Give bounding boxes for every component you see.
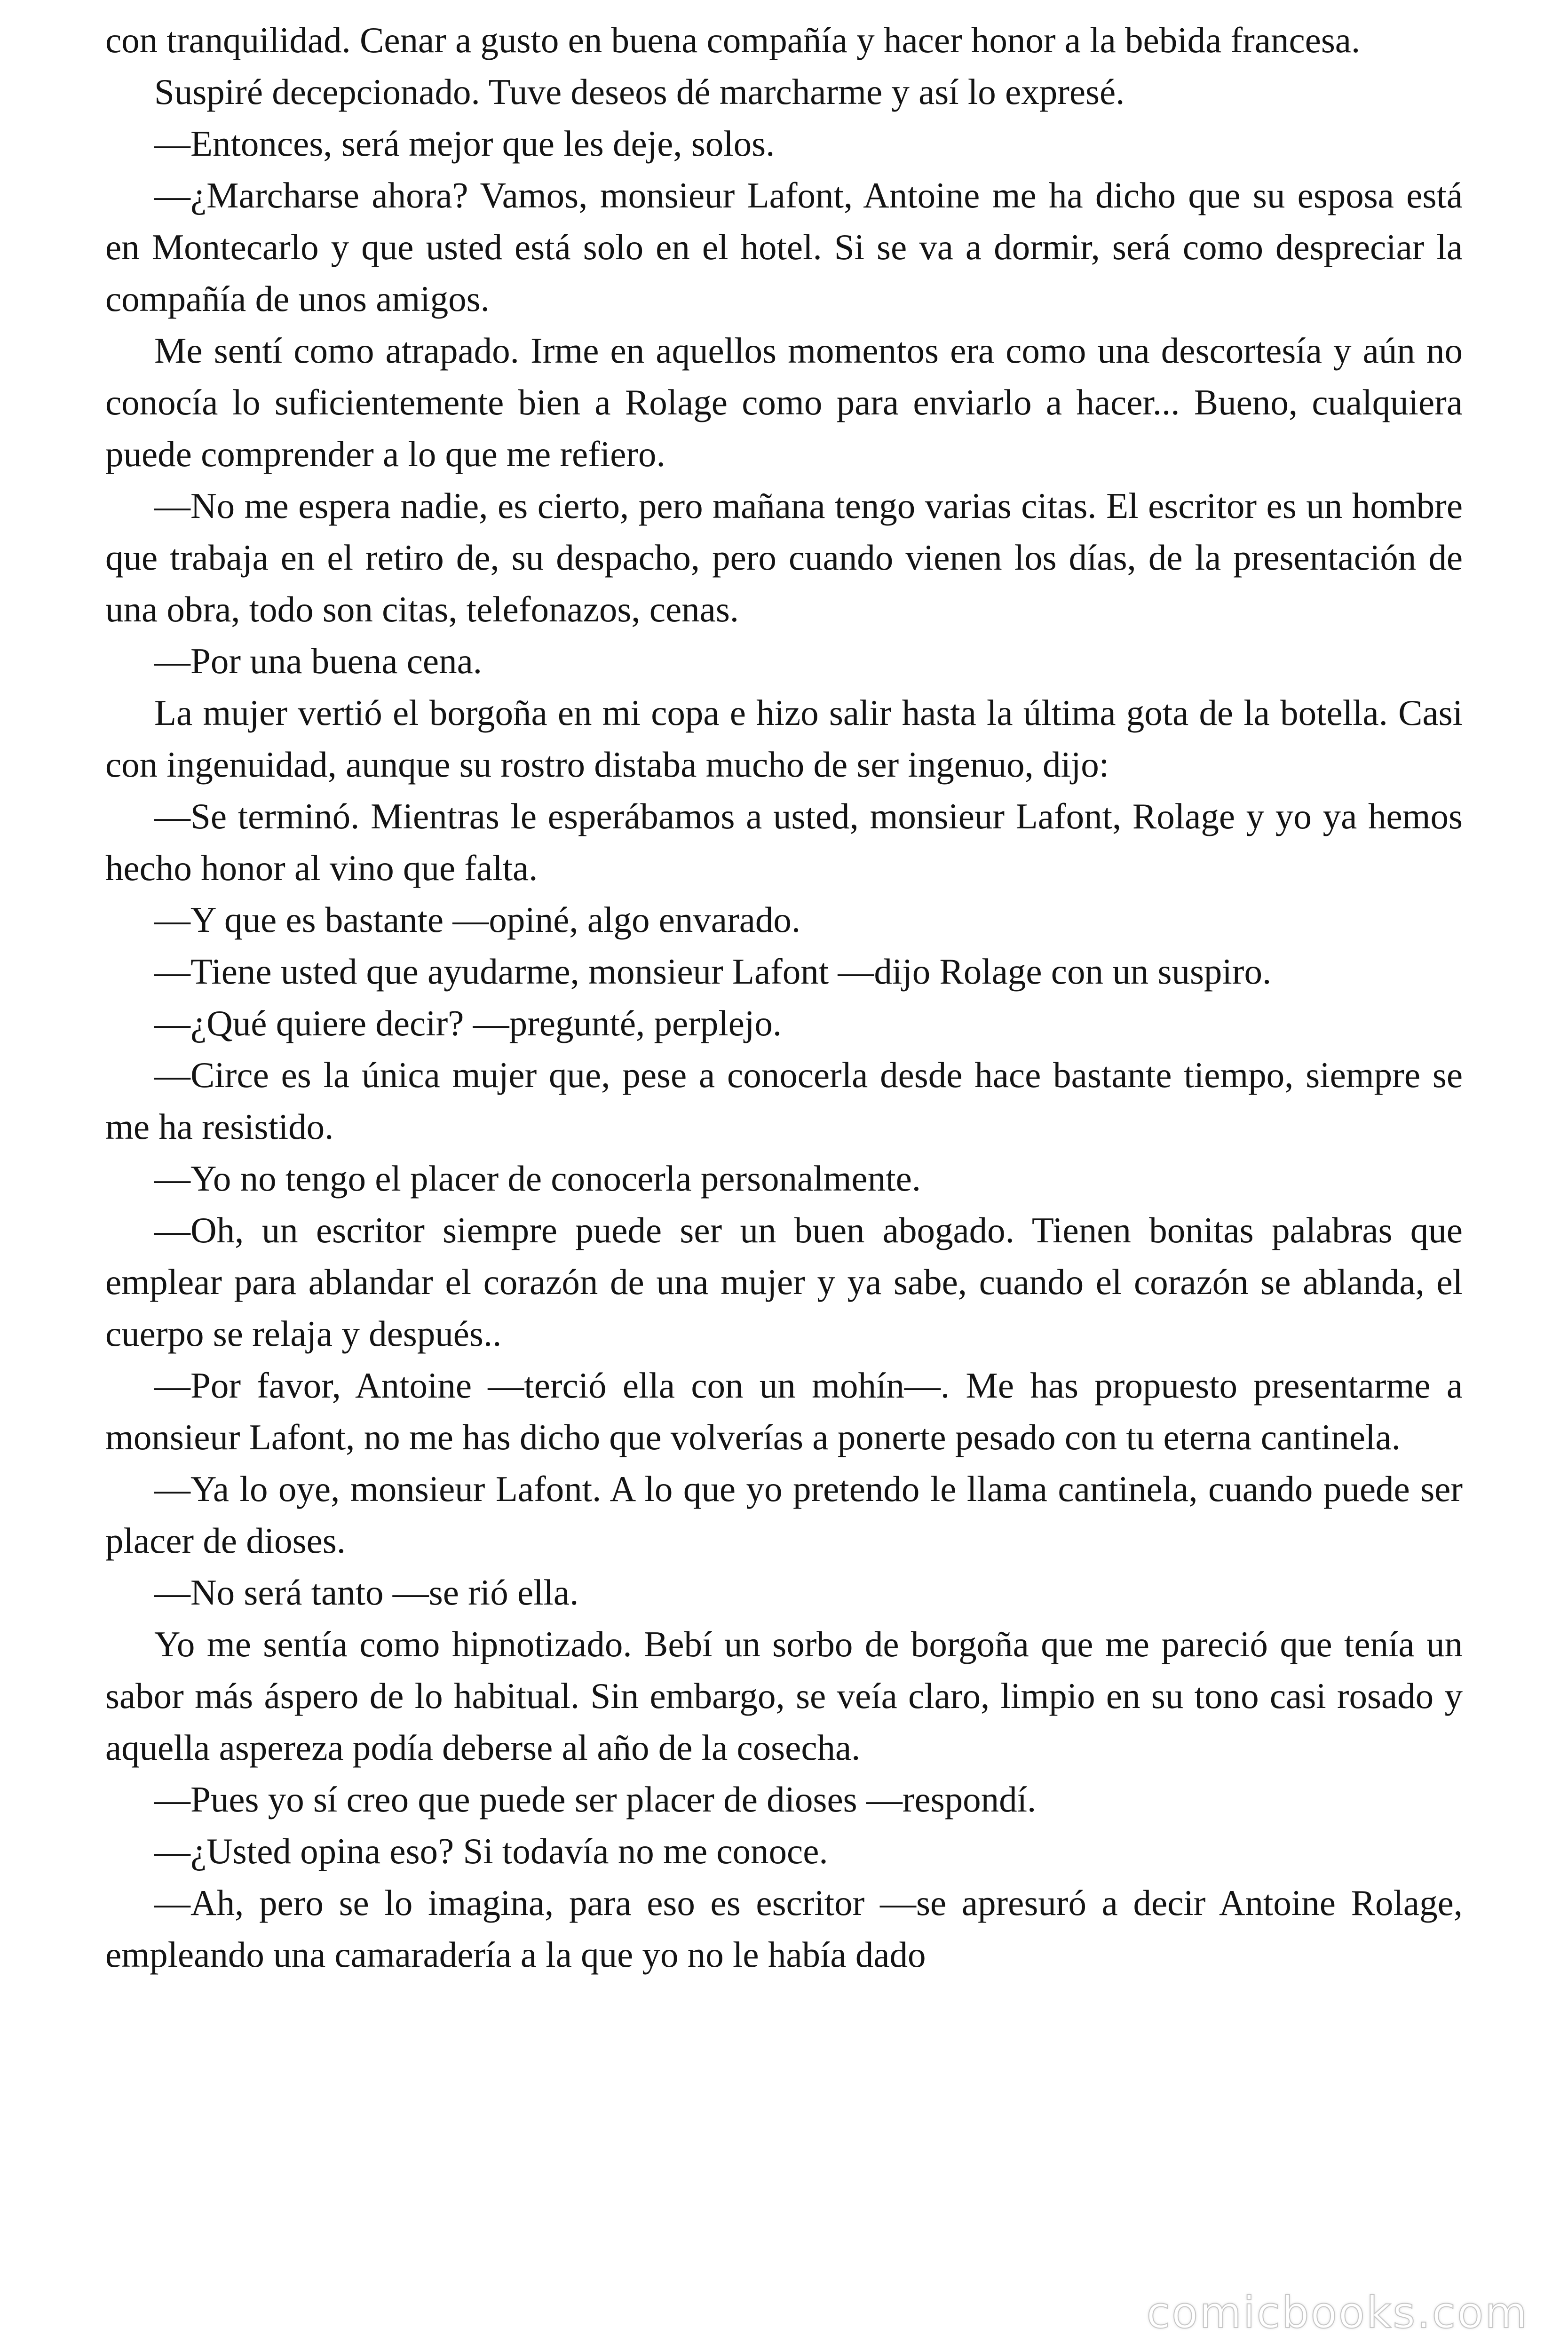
paragraph: —Yo no tengo el placer de conocerla personalmente.	[154, 1158, 921, 1199]
paragraph: con tranquilidad. Cenar a gusto en buena compañía y hacer honor a la bebida francesa.	[105, 20, 1361, 60]
paragraph: —No me espera nadie, es cierto, pero mañana tengo varias citas. El escritor es un hombre que trabaja en el retiro de, su despacho, pero cuando vienen los días, de la presentación de una obra, todo son citas, telefonazos, cenas.	[105, 485, 1463, 629]
paragraph: La mujer vertió el borgoña en mi copa e hizo salir hasta la última gota de la botella. Casi con ingenuidad, aunque su rostro distaba mucho de ser ingenuo, dijo:	[105, 692, 1463, 785]
watermark: comicbooks.com	[1146, 2288, 1528, 2338]
paragraph: —¿Qué quiere decir? —pregunté, perplejo.	[154, 1003, 782, 1043]
paragraph: —Circe es la única mujer que, pese a conocerla desde hace bastante tiempo, siempre se me ha resistido.	[105, 1055, 1463, 1147]
paragraph: —¿Usted opina eso? Si todavía no me conoce.	[154, 1831, 828, 1871]
paragraph: —Pues yo sí creo que puede ser placer de dioses —respondí.	[154, 1779, 1037, 1820]
paragraph: —Por una buena cena.	[154, 641, 483, 681]
paragraph: Suspiré decepcionado. Tuve deseos dé marcharme y así lo expresé.	[154, 72, 1125, 112]
paragraph: —Ya lo oye, monsieur Lafont. A lo que yo pretendo le llama cantinela, cuando puede ser placer de dioses.	[105, 1469, 1463, 1561]
paragraph: Me sentí como atrapado. Irme en aquellos momentos era como una descortesía y aún no conocía lo suficientemente bien a Rolage como para enviarlo a hacer... Bueno, cualquiera puede comprender a lo que me refiero.	[105, 330, 1463, 474]
paragraph: —Entonces, será mejor que les deje, solos.	[154, 123, 775, 164]
paragraph: —Oh, un escritor siempre puede ser un buen abogado. Tienen bonitas palabras que emplear para ablandar el corazón de una mujer y ya sabe, cuando el corazón se ablanda, el cuerpo se relaja y después..	[105, 1210, 1463, 1354]
paragraph: —¿Marcharse ahora? Vamos, monsieur Lafont, Antoine me ha dicho que su esposa está en Montecarlo y que usted está solo en el hotel. Si se va a dormir, será como despreciar la compañía de unos amigos.	[105, 175, 1463, 319]
paragraph: —Por favor, Antoine —terció ella con un mohín—. Me has propuesto presentarme a monsieur Lafont, no me has dicho que volverías a ponerte pesado con tu eterna cantinela.	[105, 1365, 1463, 1457]
paragraph: Yo me sentía como hipnotizado. Bebí un sorbo de borgoña que me pareció que tenía un sabor más áspero de lo habitual. Sin embargo, se veía claro, limpio en su tono casi rosado y aquella aspereza podía deberse al año de la cosecha.	[105, 1624, 1463, 1768]
paragraph: —Y que es bastante —opiné, algo envarado.	[154, 899, 801, 940]
paragraph: —No será tanto —se rió ella.	[154, 1572, 579, 1613]
paragraph: —Ah, pero se lo imagina, para eso es escritor —se apresuró a decir Antoine Rolage, empleando una camaradería a la que yo no le había dado	[105, 1883, 1463, 1975]
paragraph: —Tiene usted que ayudarme, monsieur Lafont —dijo Rolage con un suspiro.	[154, 951, 1272, 992]
page-body	[105, 14, 1463, 1980]
paragraph: —Se terminó. Mientras le esperábamos a usted, monsieur Lafont, Rolage y yo ya hemos hecho honor al vino que falta.	[105, 796, 1463, 888]
